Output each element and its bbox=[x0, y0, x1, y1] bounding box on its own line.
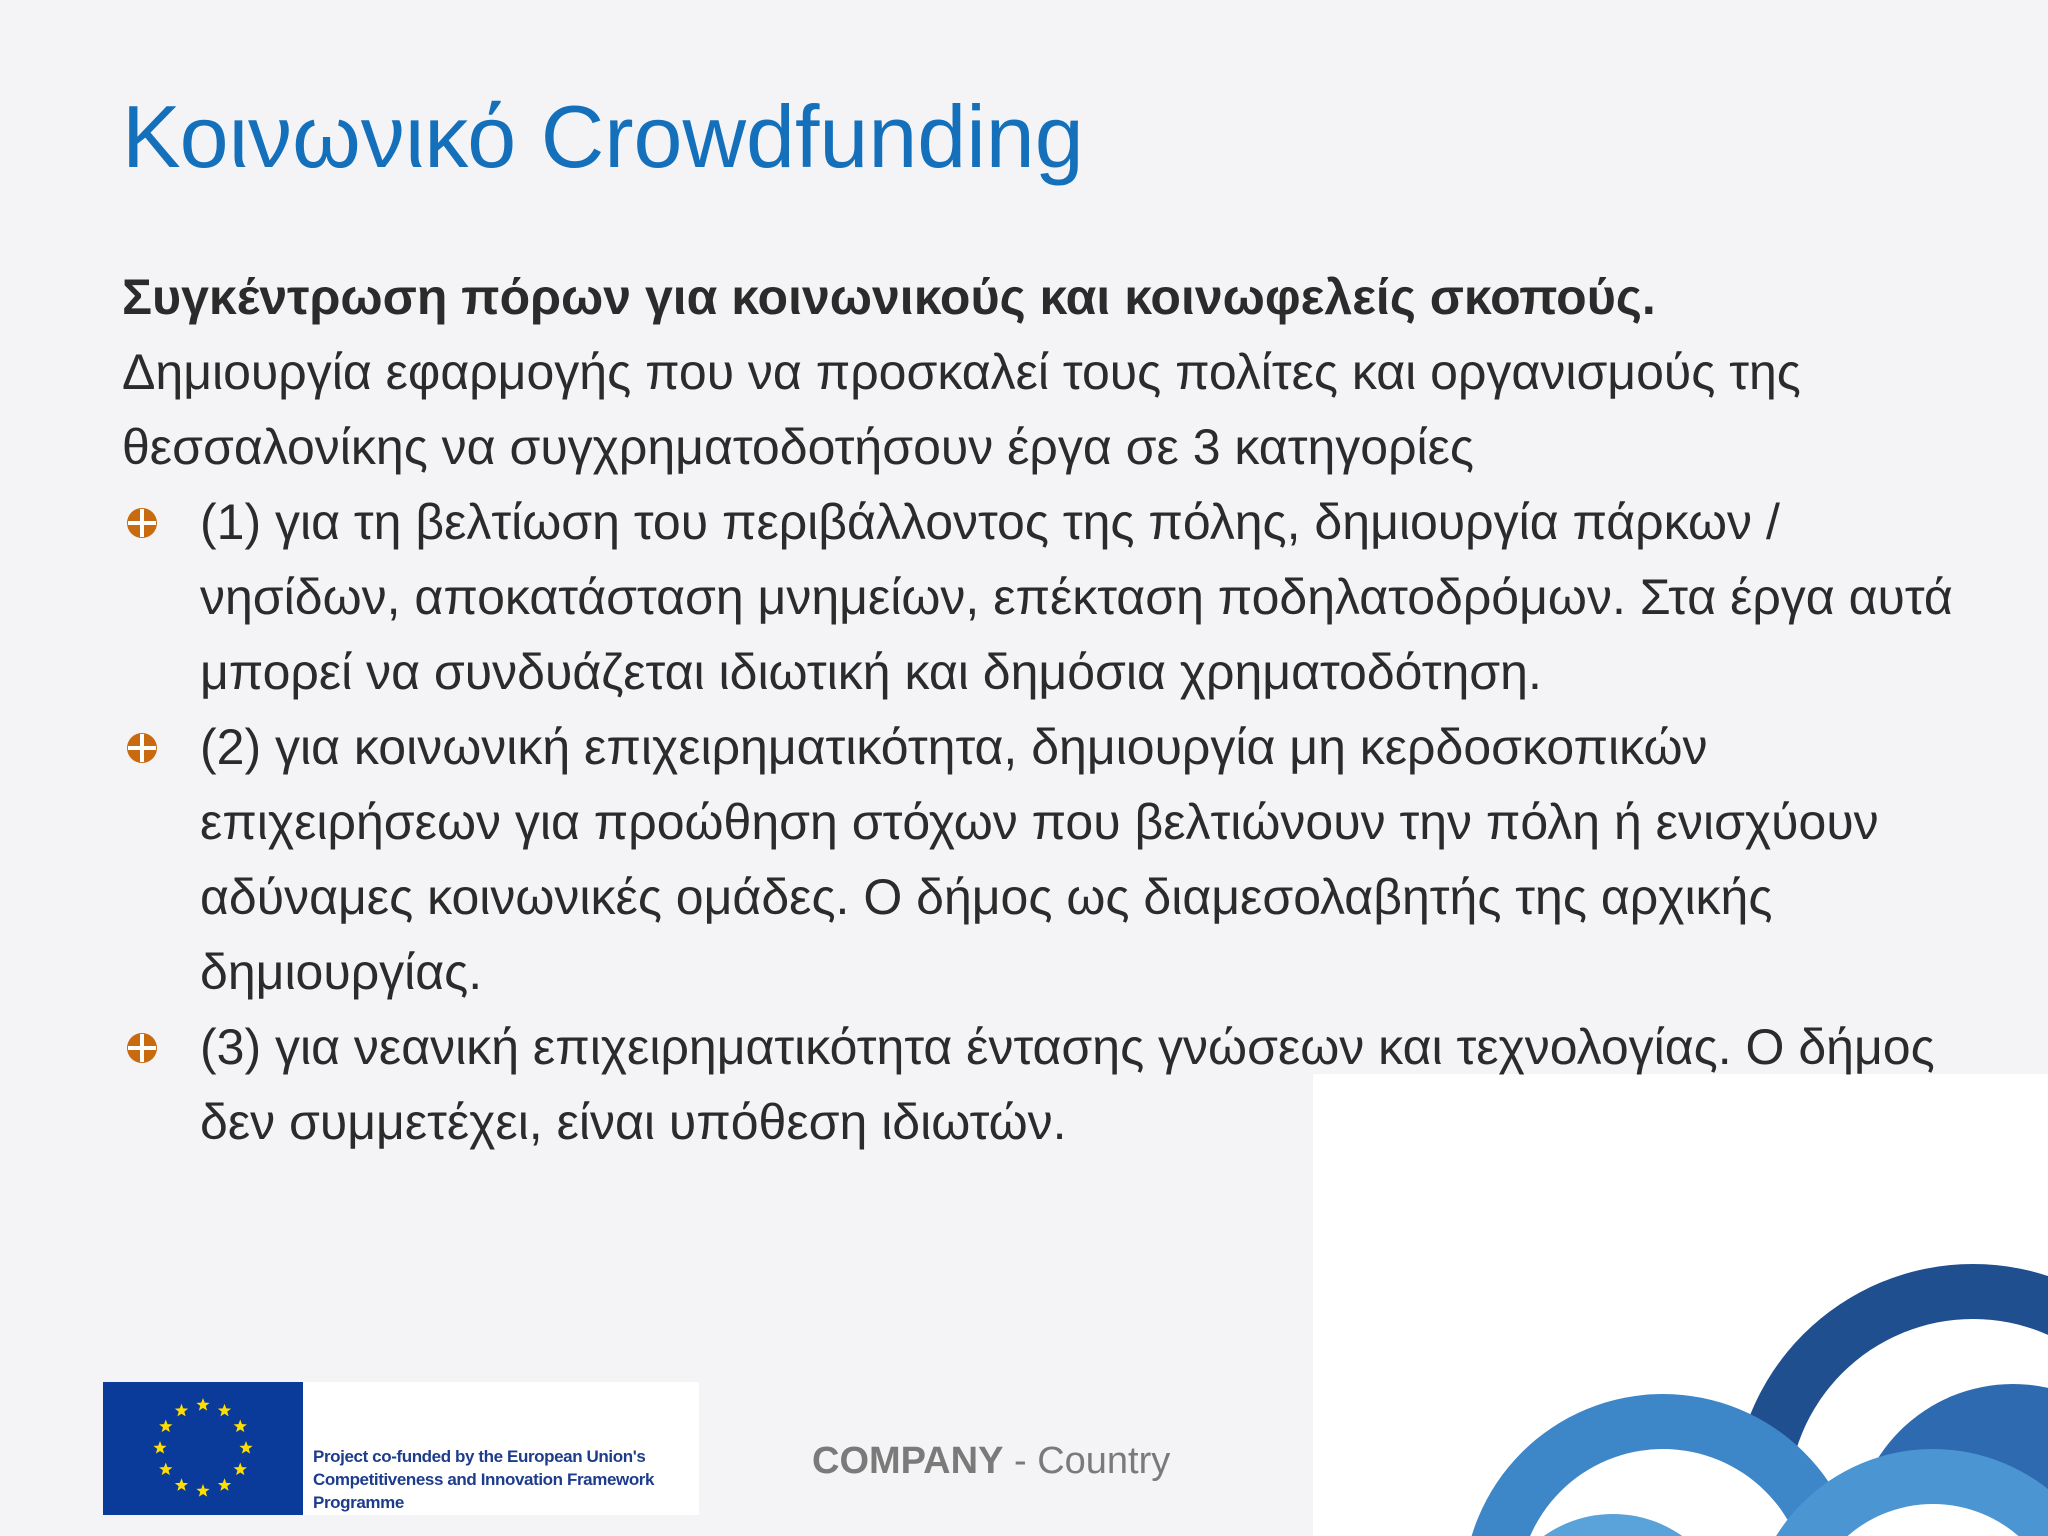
bullet-text: (2) για κοινωνική επιχειρηματικότητα, δημιουργία μη κερδοσκοπικών επιχειρήσεων για προώθηση στόχων που βελτιώνουν την πόλη ή ενισχύουν αδύναμες κοινωνικές ομάδες. Ο δήμος ως διαμεσολαβητής της αρχικής δημιουργίας. bbox=[200, 719, 1879, 1000]
orange-cross-circle-icon bbox=[126, 1032, 158, 1064]
eu-star-icon bbox=[218, 1478, 231, 1491]
slide-body bbox=[122, 260, 1953, 1160]
company-country: Country bbox=[1037, 1440, 1171, 1482]
eu-star-icon bbox=[175, 1404, 188, 1417]
eu-star-icon bbox=[159, 1420, 172, 1433]
bullet-list bbox=[122, 485, 1953, 1160]
bullet-text: (3) για νεανική επιχειρηματικότητα έντασης γνώσεων και τεχνολογίας. Ο δήμος δεν συμμετέχει, είναι υπόθεση ιδιωτών. bbox=[200, 1019, 1935, 1150]
bullet-item bbox=[122, 485, 1962, 710]
orange-cross-circle-icon bbox=[126, 732, 158, 764]
eu-flag-icon bbox=[103, 1382, 303, 1515]
intro-text: Δημιουργία εφαρμογής που να προσκαλεί τους πολίτες και οργανισμούς της θεσσαλονίκης να συγχρηματοδοτήσουν έργα σε 3 κατηγορίες bbox=[122, 344, 1801, 475]
eu-star-icon bbox=[153, 1441, 166, 1454]
eu-funding-text bbox=[303, 1382, 654, 1515]
eu-text-line: Project co-funded by the European Union's bbox=[313, 1447, 646, 1466]
eu-stars-icon bbox=[103, 1382, 303, 1515]
eu-star-icon bbox=[234, 1463, 247, 1476]
eu-star-icon bbox=[218, 1404, 231, 1417]
eu-star-icon bbox=[159, 1463, 172, 1476]
lead-text: Συγκέντρωση πόρων για κοινωνικούς και κοινωφελείς σκοπούς. bbox=[122, 269, 1656, 325]
eu-star-icon bbox=[196, 1484, 209, 1497]
eu-star-icon bbox=[234, 1420, 247, 1433]
bullet-item bbox=[122, 710, 1962, 1010]
bullet-item bbox=[122, 1010, 1962, 1160]
company-separator: - bbox=[1013, 1440, 1027, 1482]
footer-company bbox=[812, 1440, 1170, 1483]
bullet-text: (1) για τη βελτίωση του περιβάλλοντος της πόλης, δημιουργία πάρκων / νησίδων, αποκατάσταση μνημείων, επέκταση ποδηλατοδρόμων. Στα έργα αυτά μπορεί να συνδυάζεται ιδιωτική και δημόσια χρηματοδότηση. bbox=[200, 494, 1953, 700]
eu-cofunding-logo bbox=[103, 1382, 699, 1515]
eu-text-line: Competitiveness and Innovation Framework bbox=[313, 1470, 655, 1489]
company-name: COMPANY bbox=[812, 1440, 1004, 1482]
slide-title: Κοινωνικό Crowdfunding bbox=[122, 87, 1084, 186]
orange-cross-circle-icon bbox=[126, 507, 158, 539]
eu-text-line: Programme bbox=[313, 1493, 404, 1512]
eu-star-icon bbox=[196, 1398, 209, 1411]
eu-star-icon bbox=[175, 1478, 188, 1491]
eu-star-icon bbox=[239, 1441, 252, 1454]
